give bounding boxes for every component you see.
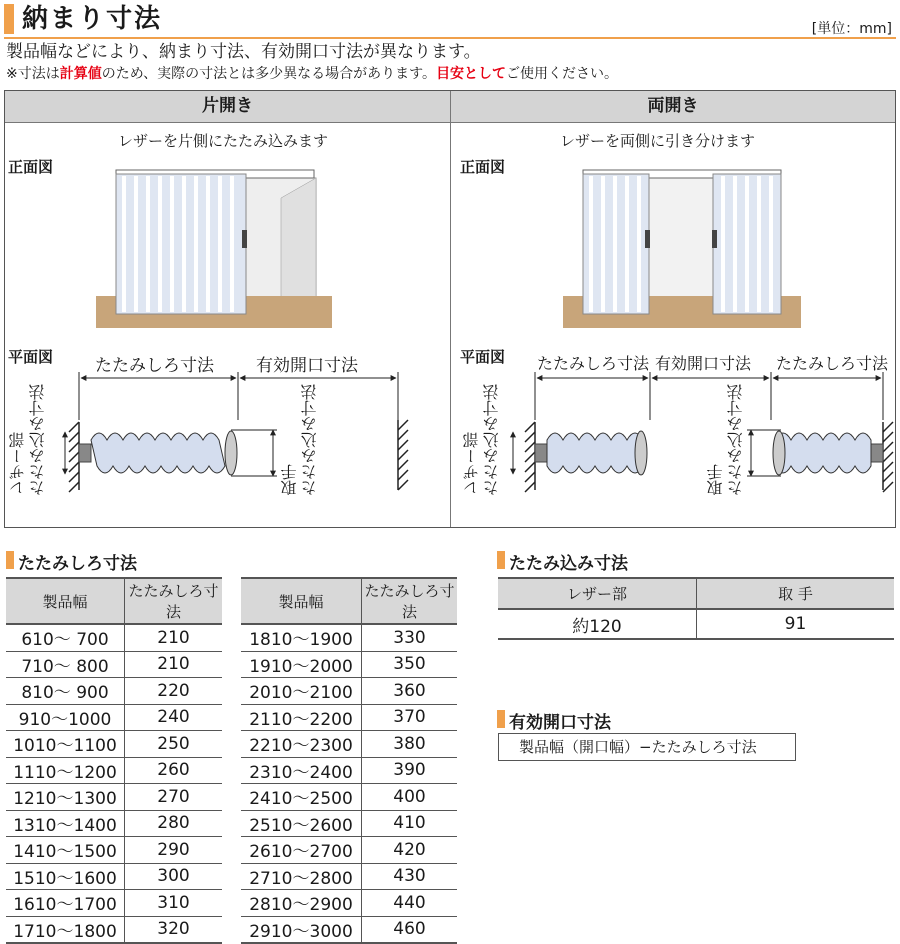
- cell-fold: 460: [362, 916, 458, 943]
- cell-width: 2910～3000: [241, 916, 362, 943]
- table-row: [6, 757, 222, 784]
- unit-label: [単位：mm]: [811, 21, 892, 37]
- cell-fold: 400: [362, 784, 458, 811]
- cell-fold: 310: [125, 890, 223, 917]
- double-right-label: 取手 たたみ込み寸法: [706, 384, 745, 496]
- fold-section-title: たたみしろ寸法: [18, 554, 137, 574]
- double-dim-open: 有効開口寸法: [655, 354, 752, 373]
- double-front-view: [563, 168, 801, 328]
- double-plan-label: 平面図: [460, 348, 506, 366]
- table-row: [6, 731, 222, 758]
- double-dim-fold-right: たたみしろ寸法: [776, 354, 889, 373]
- cell-fold: 420: [362, 837, 458, 864]
- cell-width: 710～ 800: [6, 651, 125, 678]
- cell-fold: 300: [125, 863, 223, 890]
- val-leather: 約120: [498, 609, 697, 639]
- cell-width: 2610～2700: [241, 837, 362, 864]
- double-dim-fold-left: たたみしろ寸法: [537, 354, 650, 373]
- single-left-label: レザー部 たたみ込み寸法: [8, 384, 47, 496]
- cell-fold: 220: [125, 678, 223, 705]
- cell-width: 2210～2300: [241, 731, 362, 758]
- cell-width: 810～ 900: [6, 678, 125, 705]
- table-row: [241, 651, 457, 678]
- table-row: [241, 678, 457, 705]
- single-plan-view: [5, 340, 450, 528]
- cell-fold: 250: [125, 731, 223, 758]
- val-handle: 91: [697, 609, 895, 639]
- cell-fold: 360: [362, 678, 458, 705]
- opening-formula: 製品幅（開口幅）−たたみしろ寸法: [498, 733, 796, 761]
- intro-text: 製品幅などにより、納まり寸法、有効開口寸法が異なります。: [6, 42, 481, 62]
- table-row: [241, 863, 457, 890]
- fold-section-bar: [6, 551, 14, 569]
- col-width: 製品幅: [241, 578, 362, 624]
- cell-fold: 350: [362, 651, 458, 678]
- cell-fold: 320: [125, 916, 223, 943]
- cell-width: 1710～1800: [6, 916, 125, 943]
- cell-fold: 280: [125, 810, 223, 837]
- cell-fold: 440: [362, 890, 458, 917]
- cell-fold: 430: [362, 863, 458, 890]
- table-row: [6, 704, 222, 731]
- cell-width: 1110～1200: [6, 757, 125, 784]
- table-row: [241, 810, 457, 837]
- single-dim-fold: たたみしろ寸法: [95, 356, 214, 376]
- col-fold: たたみしろ寸法: [125, 578, 223, 624]
- col-fold: たたみしろ寸法: [362, 578, 458, 624]
- page-title: 納まり寸法: [22, 4, 163, 34]
- single-front-label: 正面図: [8, 158, 54, 176]
- col-handle: 取 手: [697, 578, 895, 609]
- table-row: [241, 731, 457, 758]
- cell-fold: 380: [362, 731, 458, 758]
- table-row: [6, 810, 222, 837]
- folding-door-right: [712, 174, 781, 314]
- foldin-section-title: たたみ込み寸法: [509, 554, 628, 574]
- cell-width: 2810～2900: [241, 890, 362, 917]
- table-row: [6, 890, 222, 917]
- cell-fold: 330: [362, 624, 458, 651]
- table-row: [6, 651, 222, 678]
- folding-door: [116, 174, 247, 314]
- table-row: [6, 678, 222, 705]
- opening-section-title: 有効開口寸法: [509, 713, 611, 733]
- cell-fold: 210: [125, 624, 223, 651]
- table-row: [6, 784, 222, 811]
- cell-fold: 390: [362, 757, 458, 784]
- cell-width: 1010～1100: [6, 731, 125, 758]
- cell-fold: 290: [125, 837, 223, 864]
- cell-fold: 410: [362, 810, 458, 837]
- folding-door-left: [583, 174, 650, 314]
- cell-width: 910～1000: [6, 704, 125, 731]
- table-row: [241, 837, 457, 864]
- cell-fold: 210: [125, 651, 223, 678]
- single-plan-label: 平面図: [8, 348, 54, 366]
- table-row: [241, 624, 457, 651]
- cell-fold: 260: [125, 757, 223, 784]
- double-left-label: レザー部 たたみ込み寸法: [462, 384, 501, 496]
- table-row: [6, 837, 222, 864]
- single-caption: レザーを片側にたたみ込みます: [118, 132, 329, 150]
- double-front-label: 正面図: [460, 158, 506, 176]
- cell-width: 1810～1900: [241, 624, 362, 651]
- cell-width: 1410～1500: [6, 837, 125, 864]
- cell-width: 1610～1700: [6, 890, 125, 917]
- cell-fold: 240: [125, 704, 223, 731]
- col-width: 製品幅: [6, 578, 125, 624]
- single-dim-open: 有効開口寸法: [256, 356, 358, 376]
- double-heading: 両開き: [451, 91, 895, 123]
- cell-width: 2510～2600: [241, 810, 362, 837]
- title-rule: [4, 37, 896, 39]
- cell-width: 2410～2500: [241, 784, 362, 811]
- door-handle: [242, 230, 247, 248]
- note-red-calc: 計算値: [59, 66, 102, 82]
- single-front-view: [96, 168, 332, 328]
- col-leather: レザー部: [498, 578, 697, 609]
- cell-width: 2710～2800: [241, 863, 362, 890]
- foldin-table: [498, 577, 894, 640]
- title-accent-bar: [4, 4, 14, 34]
- cell-fold: 370: [362, 704, 458, 731]
- table-row: [6, 624, 222, 651]
- fold-table-right: [241, 577, 457, 944]
- table-row: [6, 863, 222, 890]
- cell-width: 2010～2100: [241, 678, 362, 705]
- fold-table-left: [6, 577, 222, 944]
- cell-width: 1310～1400: [6, 810, 125, 837]
- cell-fold: 270: [125, 784, 223, 811]
- cell-width: 1210～1300: [6, 784, 125, 811]
- table-row: [241, 784, 457, 811]
- table-row: [241, 704, 457, 731]
- cell-width: 2310～2400: [241, 757, 362, 784]
- cell-width: 2110～2200: [241, 704, 362, 731]
- foldin-section-bar: [497, 551, 505, 569]
- cell-width: 1510～1600: [6, 863, 125, 890]
- double-caption: レザーを両側に引き分けます: [560, 132, 756, 150]
- note-text: ※寸法は計算値のため、実際の寸法とは多少異なる場合があります。目安としてご使用ください。: [6, 66, 619, 82]
- table-row: [241, 890, 457, 917]
- cell-width: 1910～2000: [241, 651, 362, 678]
- cell-width: 610～ 700: [6, 624, 125, 651]
- opening-section-bar: [497, 710, 505, 728]
- table-row: [241, 757, 457, 784]
- single-right-label: 取手 たたみ込み寸法: [280, 384, 319, 496]
- note-red-guide: 目安として: [436, 66, 507, 82]
- single-heading: 片開き: [5, 91, 450, 123]
